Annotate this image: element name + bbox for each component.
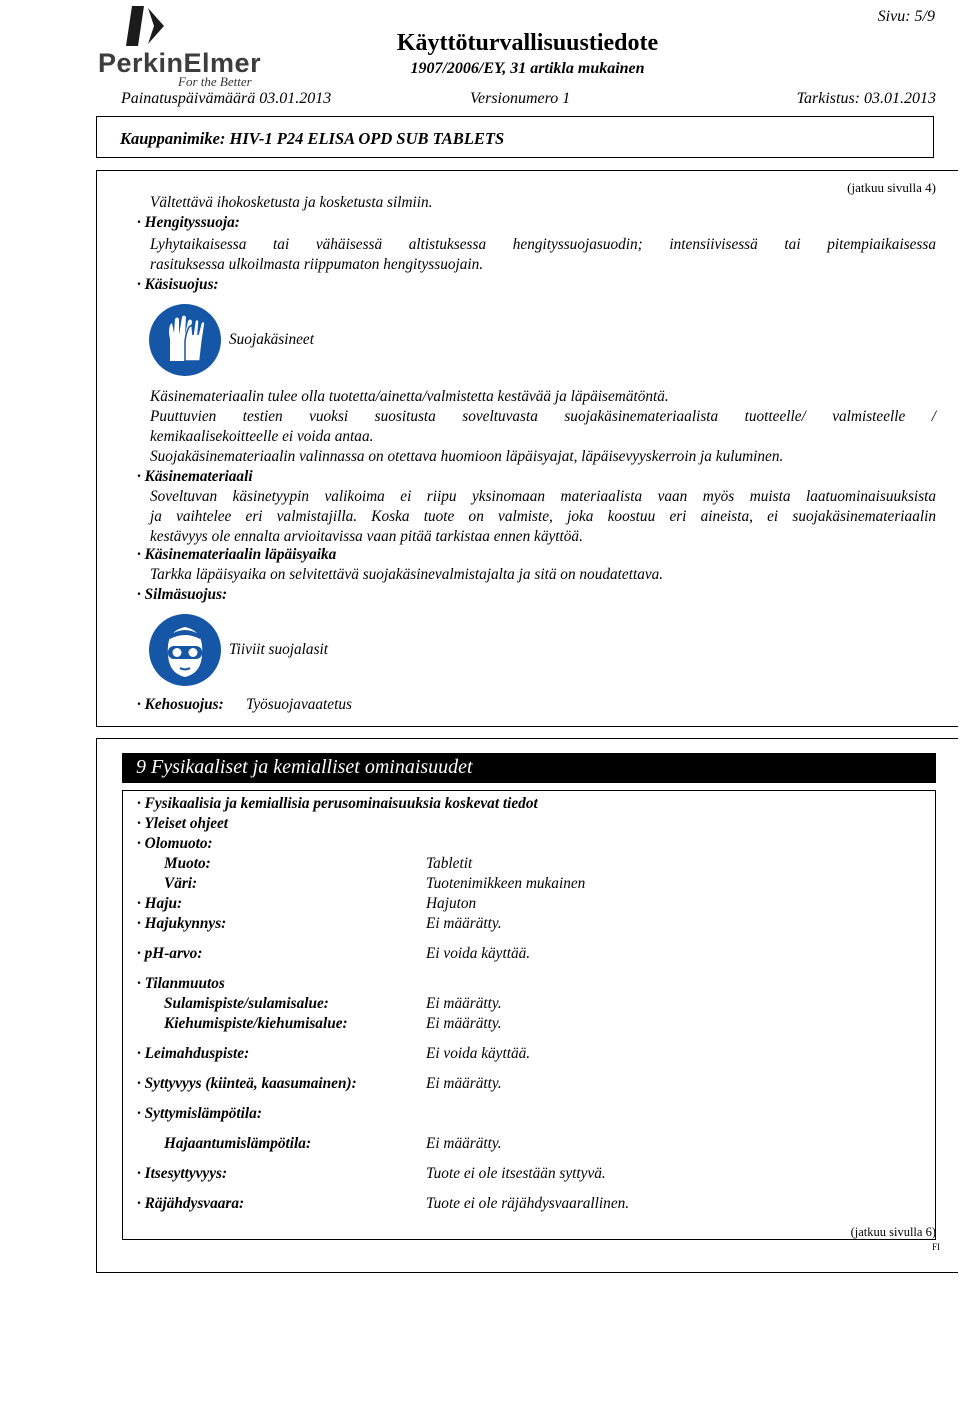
section9-title: 9 Fysikaaliset ja kemialliset ominaisuudet bbox=[136, 756, 473, 778]
continued-from: (jatkuu sivulla 4) bbox=[847, 180, 936, 195]
property-label: · Hajukynnys: bbox=[137, 915, 227, 932]
material-text-line1: Soveltuvan käsinetyypin valikoima ei riipu yksinomaan materiaalista vaan myös muista laatuominaisuuksista bbox=[150, 488, 936, 505]
property-label: · Haju: bbox=[137, 895, 183, 912]
property-value: Tuotenimikkeen mukainen bbox=[426, 875, 586, 892]
goggles-mandatory-icon bbox=[148, 613, 222, 687]
language-code: FI bbox=[931, 1242, 940, 1252]
property-label: · Yleiset ohjeet bbox=[137, 815, 229, 832]
perkinelmer-logo-mark-icon bbox=[118, 4, 208, 48]
print-date: Painatuspäivämäärä 03.01.2013 bbox=[121, 90, 332, 107]
property-value: Ei määrätty. bbox=[426, 1015, 502, 1032]
revision-date: Tarkistus: 03.01.2013 bbox=[796, 90, 936, 107]
hand-text-line3: kemikaalisekoitteelle ei voida antaa. bbox=[150, 428, 374, 445]
property-value: Ei määrätty. bbox=[426, 1135, 502, 1152]
property-label: · Leimahduspiste: bbox=[137, 1045, 250, 1062]
gloves-caption: Suojakäsineet bbox=[229, 331, 314, 348]
respiratory-protection-label: · Hengityssuoja: bbox=[137, 214, 240, 231]
property-value: Tuote ei ole itsestään syttyvä. bbox=[426, 1165, 606, 1182]
property-label: Muoto: bbox=[164, 855, 211, 872]
property-label: · Räjähdysvaara: bbox=[137, 1195, 245, 1212]
continued-to: (jatkuu sivulla 6) bbox=[850, 1225, 936, 1239]
hand-text-line4: Suojakäsinemateriaalin valinnassa on otettava huomioon läpäisyajat, läpäisevyyskerroin ja kuluminen. bbox=[150, 448, 784, 465]
document-subtitle: 1907/2006/EY, 31 artikla mukainen bbox=[410, 60, 645, 77]
property-label: · Syttymislämpötila: bbox=[137, 1105, 262, 1122]
brand-name: PerkinElmer bbox=[98, 48, 262, 78]
property-label: Sulamispiste/sulamisalue: bbox=[164, 995, 329, 1012]
document-title: Käyttöturvallisuustiedote bbox=[396, 30, 659, 56]
property-label: Väri: bbox=[164, 875, 198, 892]
version-number: Versionumero 1 bbox=[470, 90, 571, 107]
property-value: Hajuton bbox=[426, 895, 477, 912]
gloves-mandatory-icon bbox=[148, 303, 222, 377]
property-value: Ei määrätty. bbox=[426, 915, 502, 932]
page-number: Sivu: 5/9 bbox=[877, 8, 935, 25]
glove-material-label: · Käsinemateriaali bbox=[137, 468, 253, 485]
avoid-contact-text: Vältettävä ihokosketusta ja kosketusta silmiin. bbox=[150, 194, 433, 211]
property-value: Ei voida käyttää. bbox=[426, 1045, 531, 1062]
property-value: Ei määrätty. bbox=[426, 1075, 502, 1092]
property-label: Kiehumispiste/kiehumisalue: bbox=[164, 1015, 348, 1032]
property-value: Ei voida käyttää. bbox=[426, 945, 531, 962]
goggles-caption: Tiiviit suojalasit bbox=[229, 641, 329, 658]
respiratory-text-line2: rasituksessa ulkoilmasta riippumaton hengityssuojain. bbox=[150, 256, 484, 273]
body-protection-value: Työsuojavaatetus bbox=[246, 696, 352, 713]
hand-text-line1: Käsinemateriaalin tulee olla tuotetta/ainetta/valmistetta kestävää ja läpäisemätöntä. bbox=[150, 388, 669, 405]
property-label: · Fysikaalisia ja kemiallisia perusominaisuuksia koskevat tiedot bbox=[137, 795, 538, 812]
hand-text-line2: Puuttuvien testien vuoksi suositusta soveltuvasta suojakäsinemateriaalista tuotteelle/ valmisteelle / bbox=[150, 408, 936, 425]
property-value: Ei määrätty. bbox=[426, 995, 502, 1012]
property-value: Tuote ei ole räjähdysvaarallinen. bbox=[426, 1195, 630, 1212]
property-label: · Tilanmuutos bbox=[137, 975, 225, 992]
eye-protection-label: · Silmäsuojus: bbox=[137, 586, 228, 603]
material-text-line3: kestävyys ole ennalta arvioitavissa vaan pitää tarkistaa ennen käyttöä. bbox=[150, 528, 583, 545]
material-text-line2: ja vaihtelee eri valmistajilla. Koska tuote on valmiste, joka koostuu eri aineista, ei suojakäsinemateriaalin bbox=[150, 508, 936, 525]
trade-name: Kauppanimike: HIV-1 P24 ELISA OPD SUB TABLETS bbox=[120, 129, 505, 148]
property-label: Hajaantumislämpötila: bbox=[164, 1135, 312, 1152]
breakthrough-label: · Käsinemateriaalin läpäisyaika bbox=[137, 546, 337, 563]
property-label: · Itsesyttyvyys: bbox=[137, 1165, 228, 1182]
property-label: · Olomuoto: bbox=[137, 835, 213, 852]
property-label: · Syttyvyys (kiinteä, kaasumainen): bbox=[137, 1075, 357, 1092]
respiratory-text-line1: Lyhytaikaisessa tai vähäisessä altistuksessa hengityssuojasuodin; intensiivisessä tai pitempiaikaisessa bbox=[150, 236, 936, 253]
brand-tagline: For the Better bbox=[178, 74, 252, 89]
property-label: · pH-arvo: bbox=[137, 945, 203, 962]
property-value: Tabletit bbox=[426, 855, 473, 872]
body-protection-label: · Kehosuojus: bbox=[137, 696, 224, 713]
company-logo bbox=[98, 4, 278, 88]
breakthrough-text: Tarkka läpäisyaika on selvitettävä suojakäsinevalmistajalta ja sitä on noudatettava. bbox=[150, 566, 664, 583]
hand-protection-label: · Käsisuojus: bbox=[137, 276, 219, 293]
